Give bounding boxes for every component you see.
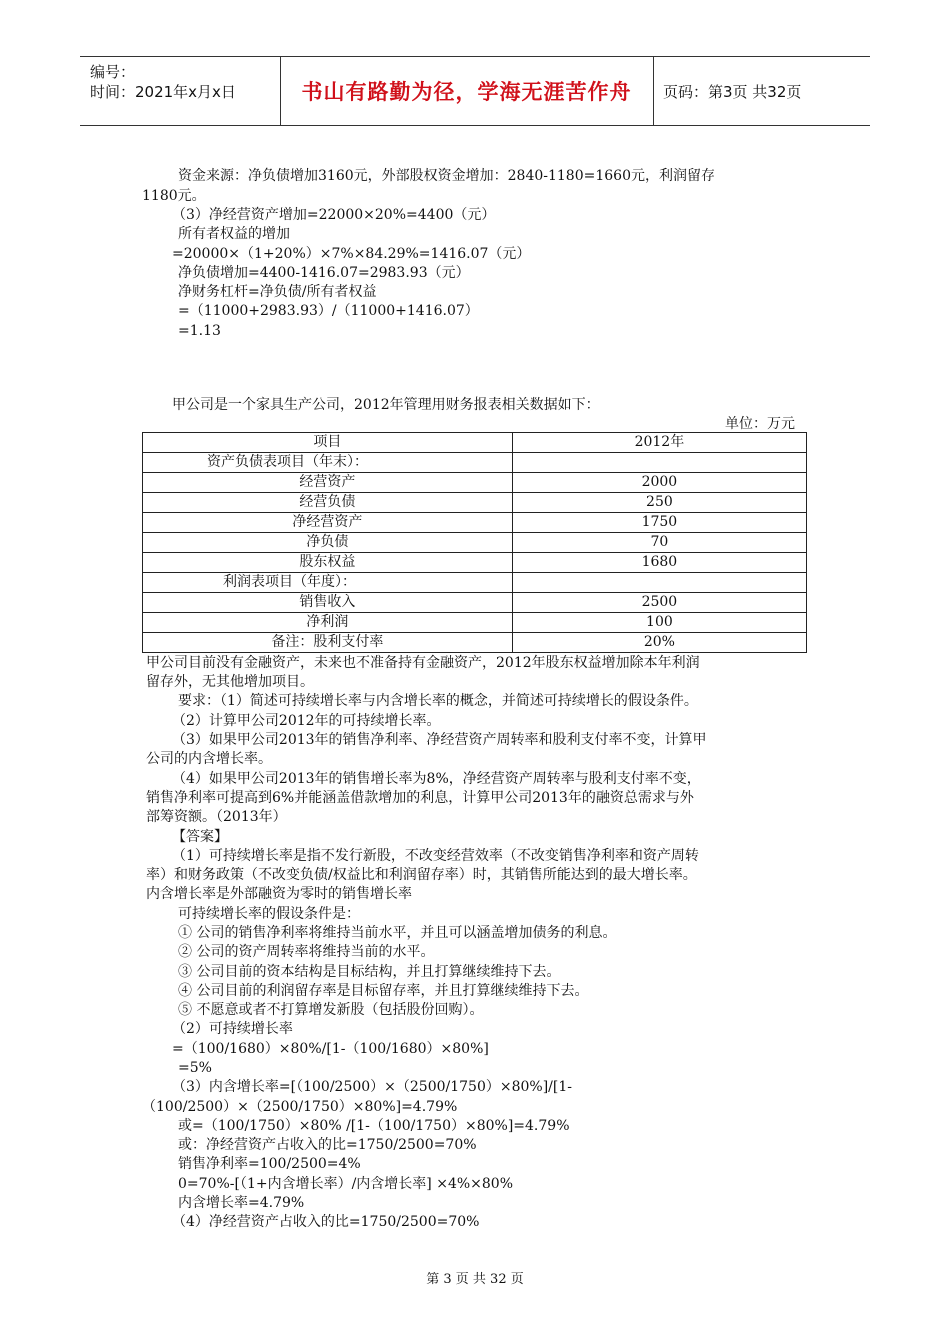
paragraph-line: ⑤ 不愿意或者不打算增发新股（包括股份回购）。 <box>178 1002 484 1018</box>
table-cell: 2500 <box>512 593 806 613</box>
table-row <box>143 593 807 613</box>
paragraph-line: 内含增长率=4.79% <box>178 1195 305 1211</box>
paragraph-line: 净负债增加=4400-1416.07=2983.93（元） <box>178 265 470 281</box>
paragraph-line: ① 公司的销售净利率将维持当前水平，并且可以涵盖增加债务的利息。 <box>178 925 617 941</box>
paragraph-line: （3）净经营资产增加=22000×20%=4400（元） <box>172 207 496 223</box>
answer-heading: 【答案】 <box>172 829 228 845</box>
table-row <box>143 493 807 513</box>
table-cell: 净负债 <box>143 533 513 553</box>
table-row <box>143 453 807 473</box>
unit-label: 单位：万元 <box>725 416 795 432</box>
table-cell: 股东权益 <box>143 553 513 573</box>
paragraph-line: 可持续增长率的假设条件是： <box>178 906 360 922</box>
table-cell <box>512 453 806 473</box>
paragraph-line: 或：净经营资产占收入的比=1750/2500=70% <box>178 1137 477 1153</box>
table-cell: 净利润 <box>143 613 513 633</box>
table-row <box>143 473 807 493</box>
table-cell: 销售收入 <box>143 593 513 613</box>
paragraph-line: 或=（100/1750）×80% /[1-（100/1750）×80%]=4.79% <box>178 1118 570 1134</box>
financial-data-table <box>142 432 807 653</box>
paragraph-line: （3）如果甲公司2013年的销售净利率、净经营资产周转率和股利支付率不变，计算甲 <box>172 732 707 748</box>
paragraph-line: =5% <box>178 1060 212 1076</box>
table-header-row <box>143 433 807 453</box>
paragraph-line: 要求：（1）简述可持续增长率与内含增长率的概念，并简述可持续增长的假设条件。 <box>178 693 698 709</box>
paragraph-line: 销售净利率可提高到6%并能涵盖借款增加的利息，计算甲公司2013年的融资总需求与外 <box>146 790 694 806</box>
table-cell: 经营负债 <box>143 493 513 513</box>
paragraph-line: （2）可持续增长率 <box>172 1021 293 1037</box>
page-header <box>80 56 870 126</box>
header-left-cell <box>80 57 281 125</box>
paragraph-line: 销售净利率=100/2500=4% <box>178 1156 361 1172</box>
table-row <box>143 553 807 573</box>
paragraph-line: 所有者权益的增加 <box>178 226 290 242</box>
table-cell: 70 <box>512 533 806 553</box>
paragraph-line: =1.13 <box>178 323 221 339</box>
paragraph-line: 1180元。 <box>142 188 206 204</box>
paragraph-line: ③ 公司目前的资本结构是目标结构，并且打算继续维持下去。 <box>178 964 561 980</box>
table-cell: 经营资产 <box>143 473 513 493</box>
table-row <box>143 633 807 653</box>
paragraph-line: 公司的内含增长率。 <box>146 751 272 767</box>
paragraph-line: =（11000+2983.93）/（11000+1416.07） <box>178 303 479 319</box>
paragraph-line: （100/2500）×（2500/1750）×80%]=4.79% <box>142 1099 458 1115</box>
paragraph-line: 部筹资额。（2013年） <box>146 809 287 825</box>
table-row <box>143 533 807 553</box>
table-row <box>143 613 807 633</box>
paragraph-line: （2）计算甲公司2012年的可持续增长率。 <box>172 713 441 729</box>
paragraph-line: 0=70%-[（1+内含增长率）/内含增长率] ×4%×80% <box>178 1176 514 1192</box>
paragraph-line: ② 公司的资产周转率将维持当前的水平。 <box>178 944 435 960</box>
page-code: 页码：第3页 共32页 <box>663 82 802 101</box>
header-motto-cell <box>280 57 654 125</box>
paragraph-line: =20000×（1+20%）×7%×84.29%=1416.07（元） <box>172 246 531 262</box>
table-cell: 备注：股利支付率 <box>143 633 513 653</box>
paragraph-line: 内含增长率是外部融资为零时的销售增长率 <box>146 886 412 902</box>
doc-time-label: 时间：2021年x月x日 <box>90 83 236 101</box>
paragraph-line: （1）可持续增长率是指不发行新股，不改变经营效率（不改变销售净利率和资产周转 <box>172 848 699 864</box>
table-cell: 净经营资产 <box>143 513 513 533</box>
paragraph-line: （4）如果甲公司2013年的销售增长率为8%，净经营资产周转率与股利支付率不变， <box>172 771 701 787</box>
header-right-cell <box>653 57 870 125</box>
table-cell <box>512 573 806 593</box>
table-cell: 1680 <box>512 553 806 573</box>
table-row <box>143 513 807 533</box>
table-cell: 20% <box>512 633 806 653</box>
paragraph-line: 率）和财务政策（不改变负债/权益比和利润留存率）时，其销售所能达到的最大增长率。 <box>146 867 697 883</box>
table-cell: 资产负债表项目（年末）： <box>143 453 513 473</box>
table-cell: 100 <box>512 613 806 633</box>
intro-line: 甲公司是一个家具生产公司，2012年管理用财务报表相关数据如下： <box>172 397 600 413</box>
paragraph-line: ④ 公司目前的利润留存率是目标留存率，并且打算继续维持下去。 <box>178 983 589 999</box>
table-row <box>143 573 807 593</box>
table-cell: 250 <box>512 493 806 513</box>
page-footer: 第 3 页 共 32 页 <box>426 1272 524 1287</box>
paragraph-line: （3）内含增长率=[（100/2500）×（2500/1750）×80%]/[1- <box>172 1079 572 1095</box>
doc-number-label: 编号： <box>90 63 136 81</box>
table-cell: 利润表项目（年度）： <box>143 573 513 593</box>
table-header-cell: 2012年 <box>512 433 806 453</box>
paragraph-line: 资金来源：净负债增加3160元，外部股权资金增加：2840-1180=1660元，利润留存 <box>178 168 715 184</box>
table-cell: 1750 <box>512 513 806 533</box>
paragraph-line: =（100/1680）×80%/[1-（100/1680）×80%] <box>172 1041 489 1057</box>
table-cell: 2000 <box>512 473 806 493</box>
motto-text: 书山有路勤为径，学海无涯苦作舟 <box>301 80 632 104</box>
paragraph-line: （4）净经营资产占收入的比=1750/2500=70% <box>172 1214 480 1230</box>
paragraph-line: 净财务杠杆=净负债/所有者权益 <box>178 284 377 300</box>
table-header-cell: 项目 <box>143 433 513 453</box>
paragraph-line: 留存外，无其他增加项目。 <box>146 674 314 690</box>
paragraph-line: 甲公司目前没有金融资产，未来也不准备持有金融资产，2012年股东权益增加除本年利润 <box>146 655 700 671</box>
